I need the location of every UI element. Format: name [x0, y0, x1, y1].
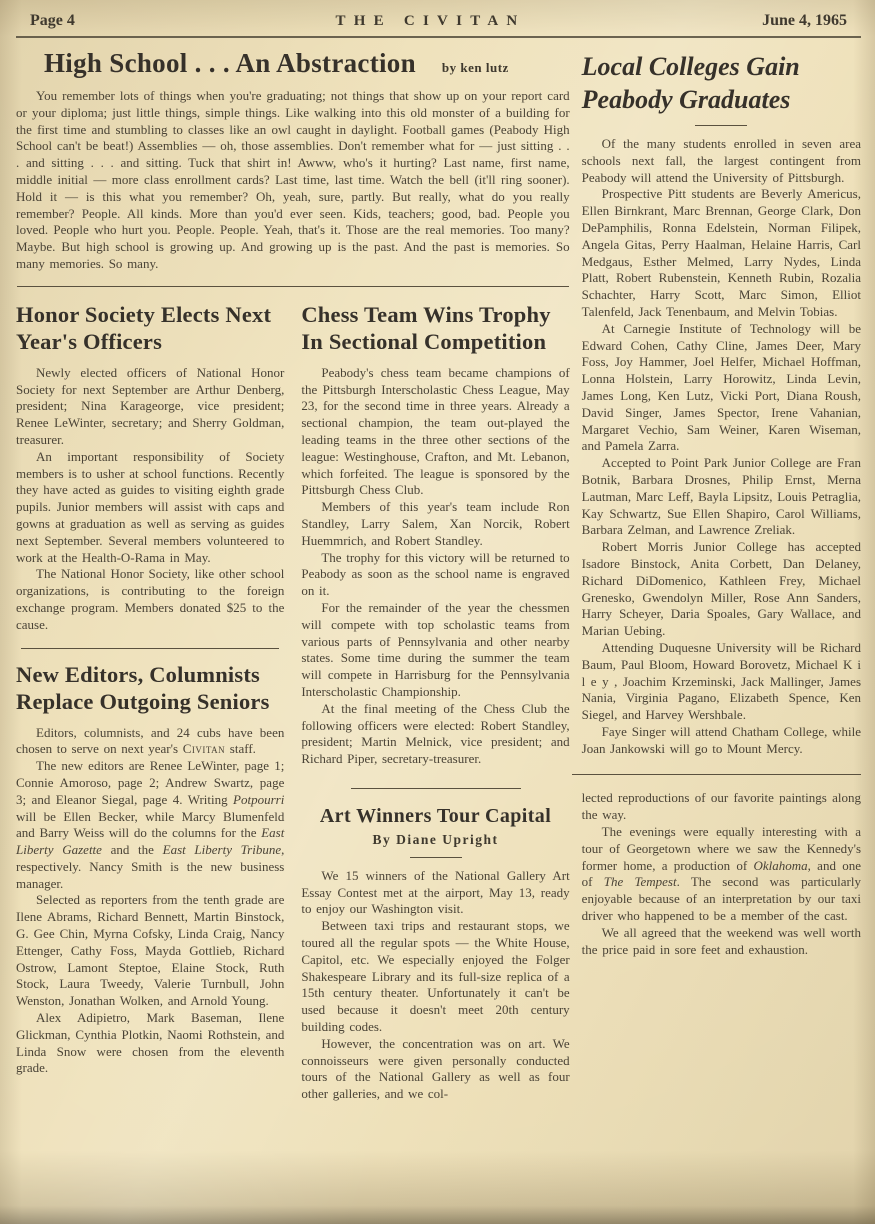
paragraph: Alex Adipietro, Mark Baseman, Ilene Glickman, Cynthia Plotkin, Naomi Rothstein, and Linda Snow were chosen from the eleventh grade. — [16, 1010, 285, 1076]
paragraph: Prospective Pitt students are Beverly Americus, Ellen Birnkrant, Marc Brennan, George Clark, Don DePamphilis, Ronna Edelstein, Norman Filipek, Angela Gitas, Perry Haalman, Helaine Harris, Carl Medgaus, Esther Melmed, Larry Nydes, Linda Platt, Robert Rubenstein, Kenneth Rubin, Rozalia Schachter, Harry Scott, Marc Simon, Elliot Talenfeld, Jack Tenenbaum, and Melvin Tobias. — [581, 186, 861, 319]
masthead: THE CIVITAN — [335, 13, 526, 29]
paragraph: At the final meeting of the Chess Club the following officers were elected: Robert Standley, president; Martin Melnick, vice president; and Richard Piper, secretary-treasurer. — [301, 700, 570, 767]
article-high-school — [16, 48, 570, 273]
paragraph: Between taxi trips and restaurant stops, we toured all the regular spots — the White House, Capitol, etc. We especially enjoyed the Folger Shakespeare Library and its full-size replica of a 15th century theater. Unfortunately it can't be used because it doesn't meet 20th century building codes. — [301, 918, 570, 1035]
article-title: Chess Team Wins Trophy In Sectional Competition — [301, 301, 551, 355]
page-header — [16, 6, 861, 35]
article-body — [301, 868, 569, 1103]
article-chess-team — [301, 301, 569, 768]
paragraph: For the remainder of the year the chessmen will compete with top scholastic teams from various parts of Pennsylvania and other nearby states. Some time during the summer the team will compete in Harrisburg for the Pennsylvania Interscholastic Championship. — [301, 599, 570, 699]
paragraph: Of the many students enrolled in seven area schools next fall, the largest contingent from Peabody will attend the University of Pittsburgh. — [581, 136, 861, 185]
paragraph: Newly elected officers of National Honor Society for next September are Arthur Denberg, president; Nina Karageorge, vice president; Renee LeWinter, secretary; and Sherry Goldman, treasurer. — [16, 364, 285, 447]
paragraph: However, the concentration was on art. We connoisseurs were given personally conducted tours of the National Gallery as well as four other galleries, and we col- — [301, 1035, 570, 1102]
article-body — [16, 365, 284, 634]
article-byline: By Diane Upright — [372, 831, 499, 847]
article-body — [16, 725, 284, 1078]
article-byline: by ken lutz — [441, 60, 509, 75]
article-title: High School . . . An Abstraction — [44, 48, 416, 78]
page-number: Page 4 — [30, 12, 75, 29]
article-honor-society — [16, 301, 284, 634]
article-body — [301, 365, 569, 768]
paragraph: Faye Singer will attend Chatham College, while Joan Jankowski will go to Mount Mercy. — [581, 723, 861, 756]
paragraph: lected reproductions of our favorite paintings along the way. — [581, 790, 861, 823]
paragraph: Accepted to Point Park Junior College are Fran Botnik, Barbara Drosnes, Philip Ernst, Merna Lautman, Marc Leff, Bayla Lipsitz, Louis Petraglia, Kay Schwartz, Sue Ellen Shapiro, Carol Williams, Barbara Zelman, and Lawrence Zreliak. — [581, 455, 861, 538]
header-rule — [16, 36, 861, 38]
paragraph: An important responsibility of Society members is to usher at school functions. Recently they have acted as guides to visiting eighth grade pupils. Junior members will assist with caps and gowns at graduation as well as serving as guides next September. Several members volunteered to work at the Health-O-Rama in May. — [16, 448, 285, 565]
paragraph: Editors, columnists, and 24 cubs have been chosen to serve on next year's Civitan staff. — [16, 724, 285, 757]
article-title: Art Winners Tour Capital — [319, 804, 552, 827]
paragraph: Peabody's chess team became champions of the Pittsburgh Interscholastic Chess League, May 23, for the second time in three years. Already a sectional champion, the team out-played the leading teams in the three other sections of the league: Westinghouse, Crafton, and Mt. Lebanon, which forfeited. The league is sponsored by the Pittsburgh Chess Club. — [301, 364, 570, 498]
article-new-editors — [16, 661, 284, 1078]
paragraph: We 15 winners of the National Gallery Art Essay Contest met at the airport, May 13, ready to enjoy our Washington visit. — [301, 867, 570, 917]
article-local-colleges — [582, 50, 861, 757]
issue-date: June 4, 1965 — [762, 12, 847, 29]
headline-divider — [695, 125, 747, 126]
paragraph: The new editors are Renee LeWinter, page 1; Connie Amoroso, page 2; Andrew Swartz, page 3; and Eleanor Siegal, page 4. Writing Potpourri will be Ellen Becker, while Marcy Blumenfeld and Barry Weiss will do the columns for the East Liberty Gazette and the East Liberty Tribune, respectively. Nancy Smith is the new business manager. — [16, 758, 285, 891]
paragraph: Robert Morris Junior College has accepted Isadore Binstock, Anita Corbett, Dan Delaney, Richard DiDomenico, Kathleen Frey, Michael Grenesko, Gwendolyn Miller, Rose Ann Sanders, Harry Scheyer, Daria Spoales, Gary Wallace, and Marian Uebing. — [581, 539, 861, 639]
column-divider — [21, 648, 279, 649]
article-title: Local Colleges Gain Peabody Graduates — [581, 52, 800, 114]
paragraph: We all agreed that the weekend was well worth the price paid in sore feet and exhaustion. — [581, 924, 861, 957]
article-title: Honor Society Elects Next Year's Officers — [16, 301, 272, 355]
paragraph: You remember lots of things when you're graduating; not things that show up on your report card or your diploma; just little things, simple things. Like walking into this old monster of a building for the first time and stumbling to classes like an owl caught in daylight. Football games (Peabody High School can't be beat!) Assemblies — oh, those assemblies. Don't remember what for — just sitting . . . and sitting . . . and sitting. Tuck that shirt in! Awww, who's it hurting? Last name, first name, middle initial — more class enrollment cards? Last time, last time. Watch the bell (it'll ring sooner). Hold it — is this what you remember? Oh, yeah, sure, partly. But really, what do you really remember? People. All kinds. More than you'd ever seen. Kids, teachers; good, bad. People you loved. People who hurt you. People. People. Yeah, that's it. Those are the real memories. Too many? Maybe. But high school is growing up. And growing up is the past. And the past is memories. So many memories. So many. — [16, 88, 570, 271]
paragraph: The evenings were equally interesting with a tour of Georgetown where we saw the Kennedy's former home, a production of Oklahoma, and one of The Tempest. The second was particularly enjoyable because of an interpretation by our taxi driver who happened to be a member of the cast. — [581, 824, 861, 924]
paragraph: The trophy for this victory will be returned to Peabody as soon as the school name is engraved on it. — [301, 549, 570, 599]
article-art-winners — [301, 805, 569, 1103]
article-art-winners-continued — [582, 790, 861, 958]
column-divider — [351, 788, 521, 789]
article-body — [582, 136, 861, 757]
paragraph: The National Honor Society, like other school organizations, is contributing to the foreign exchange program. Members donated $25 to the cause. — [16, 566, 285, 632]
paragraph: Selected as reporters from the tenth grade are Ilene Abrams, Richard Bennett, Martin Binstock, G. Gee Chin, Myrna Cofsky, Linda Craig, Nancy Ettenger, Cathy Foss, Mayda Gottlieb, Richard Ostrow, Lamont Steptoe, Elaine Stock, Ruth Stock, Laura Tweedy, Valerie Turnbull, John Wenston, Jonathan Wolken, and Arnold Young. — [16, 892, 285, 1009]
column-divider — [572, 774, 861, 775]
paragraph: Attending Duquesne University will be Richard Baum, Paul Bloom, Howard Borovetz, Michael K i l e y , Joachim Krzeminski, Jack Mallinger, James Nania, Virginia Pagano, Elizabeth Spence, Ken Siegel, and Harvey Wershbale. — [581, 639, 861, 723]
article-title: New Editors, Columnists Replace Outgoing Seniors — [16, 661, 270, 715]
article-body — [16, 88, 570, 273]
section-divider — [17, 286, 569, 287]
article-body — [582, 790, 861, 958]
paragraph: Members of this year's team include Ron Standley, Larry Salem, Xan Norcik, Robert Huemmrich, and Robert Standley. — [301, 499, 570, 548]
paragraph: At Carnegie Institute of Technology will be Edward Cohen, Cathy Cline, James Deer, Mary Foss, Joy Hammer, Joel Helfer, Michael Hoffman, Lonna Holstein, Larry Horowitz, Linda Levin, James Long, Ken Lutz, Vicki Port, Diana Roush, David Singer, James Spector, Irene Vahanian, Margaret Vechio, Sam Weiner, Karen Wiseman, and Pamela Zarra. — [581, 320, 861, 454]
byline-divider — [410, 857, 462, 858]
